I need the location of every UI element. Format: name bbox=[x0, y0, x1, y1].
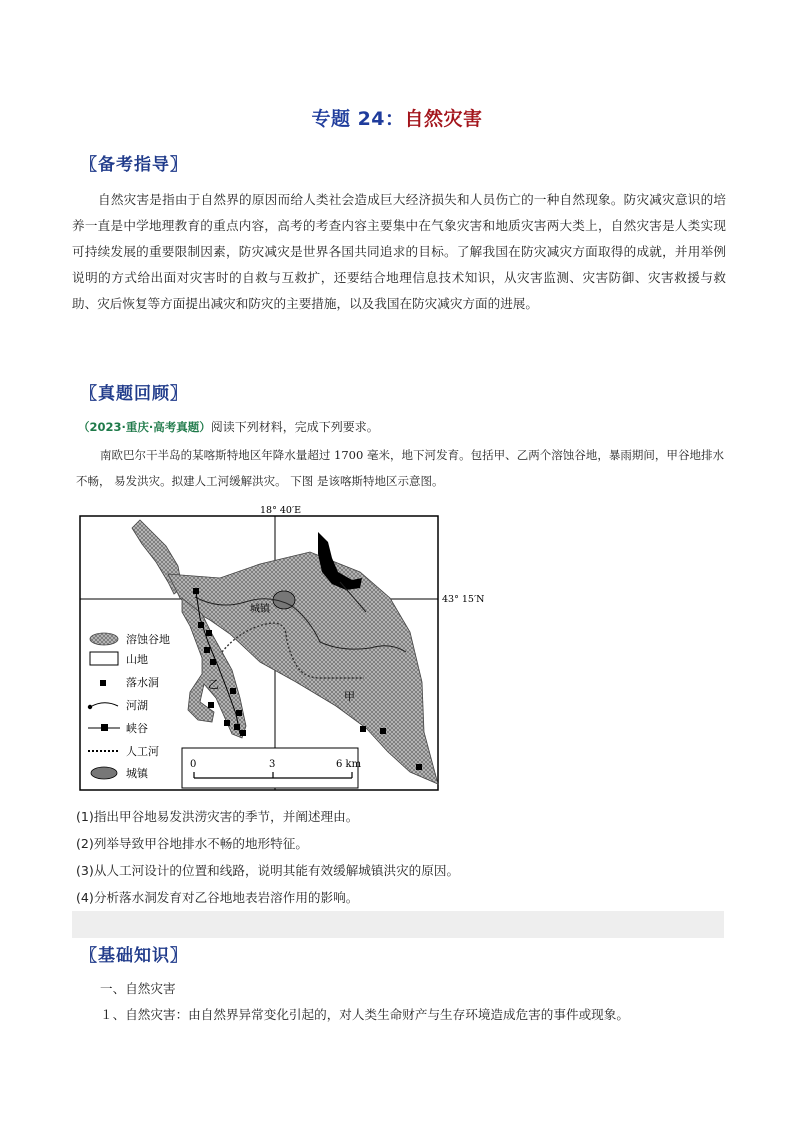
legend-artificial-river: 人工河 bbox=[126, 745, 159, 758]
question-intro bbox=[78, 418, 379, 435]
legend-town: 城镇 bbox=[126, 767, 148, 780]
karst-map bbox=[70, 502, 530, 798]
legend-mountain: 山地 bbox=[126, 653, 148, 666]
legend-valley: 溶蚀谷地 bbox=[126, 633, 170, 646]
place-yi: 乙 bbox=[208, 678, 219, 691]
scale-0: 0 bbox=[190, 759, 197, 770]
question-source: （2023·重庆·高考真题） bbox=[78, 420, 211, 434]
basic-item-1: １、自然灾害：由自然界异常变化引起的，对人类生命财产与生存环境造成危害的事件或现象。 bbox=[100, 1007, 629, 1022]
section-guide-heading: 〖备考指导〗 bbox=[80, 155, 188, 175]
basic-heading-1: 一、自然灾害 bbox=[100, 981, 176, 996]
question-item-4: (4)分析落水洞发育对乙谷地地表岩溶作用的影响。 bbox=[76, 890, 359, 905]
page-title bbox=[0, 104, 794, 131]
lat-label: 43° 15′N bbox=[442, 594, 485, 605]
town-label: 城镇 bbox=[250, 604, 270, 615]
section-basic-heading: 〖基础知识〗 bbox=[80, 946, 188, 966]
legend-sinkhole: 落水洞 bbox=[126, 676, 159, 689]
title-prefix: 专题 24： bbox=[311, 108, 405, 130]
scale-3: 3 bbox=[269, 759, 276, 770]
section-review-heading: 〖真题回顾〗 bbox=[80, 384, 188, 404]
question-instruction: 阅读下列材料，完成下列要求。 bbox=[210, 420, 379, 434]
answer-band bbox=[72, 911, 724, 938]
guide-paragraph: 自然灾害是指由于自然界的原因而给人类社会造成巨大经济损失和人员伤亡的一种自然现象。防灾减灾意识的培养一直是中学地理教育的重点内容，高考的考查内容主要集中在气象灾害和地质灾害两大类上，自然灾害是人类实现可持续发展的重要限制因素，防灾减灾是世界各国共同追求的目标。了解我国在防灾减灾方面取得的成就，并用举例说明的方式给出面对灾害时的自救与互救扩，还要结合地理信息技术知识，从灾害监测、灾害防御、灾害救援与救助、灾后恢复等方面提出减灾和防灾的主要措施，以及我国在防灾减灾方面的进展。 bbox=[72, 192, 726, 311]
legend-river: 河湖 bbox=[126, 699, 148, 712]
question-item-3: (3)从人工河设计的位置和线路，说明其能有效缓解城镇洪灾的原因。 bbox=[76, 863, 460, 878]
legend-gorge: 峡谷 bbox=[126, 722, 148, 735]
question-item-2: (2)列举导致甲谷地排水不畅的地形特征。 bbox=[76, 836, 308, 851]
place-jia: 甲 bbox=[344, 690, 355, 703]
title-main: 自然灾害 bbox=[404, 108, 483, 130]
lon-label: 18° 40′E bbox=[260, 505, 302, 516]
scale-6: 6 km bbox=[336, 759, 362, 770]
question-material: 南欧巴尔干半岛的某喀斯特地区年降水量超过 1700 毫米，地下河发育。包括甲、乙两个溶蚀谷地，暴雨期间，甲谷地排水不畅， 易发洪灾。拟建人工河缓解洪灾。 下图 是该喀斯特地区示意图。 bbox=[76, 448, 724, 488]
question-item-1: (1)指出甲谷地易发洪涝灾害的季节，并阐述理由。 bbox=[76, 809, 359, 824]
